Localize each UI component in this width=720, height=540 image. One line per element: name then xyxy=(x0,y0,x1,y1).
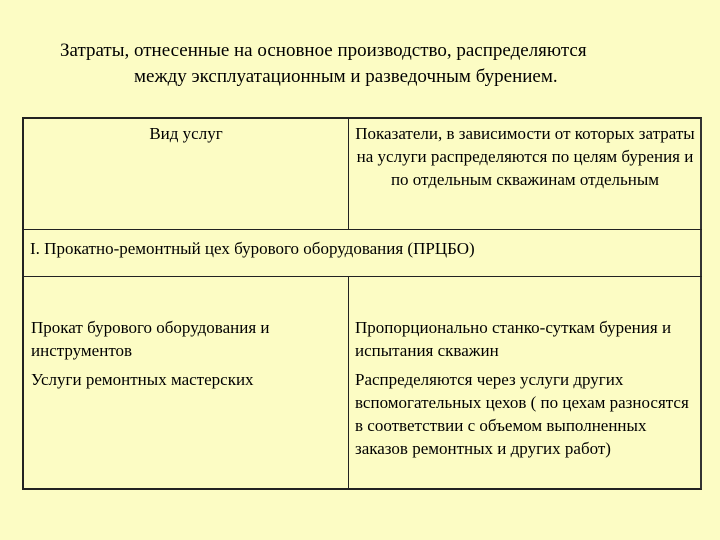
service-item-rental: Прокат бурового оборудования и инструментов xyxy=(31,318,270,360)
body-indicator-list xyxy=(355,316,695,460)
slide-title-line-1: Затраты, отнесенные на основное производство, распределяются xyxy=(60,40,587,61)
service-item-repair: Услуги ремонтных мастерских xyxy=(31,370,254,389)
indicator-item-rental: Пропорционально станко-суткам бурения и испытания скважин xyxy=(355,318,672,360)
table-divider-body xyxy=(348,276,349,490)
indicator-item-repair: Распределяются через услуги других вспомогательных цехов ( по цехам разносятся в соответствии с объемом выполненных заказов ремонтных и других работ) xyxy=(355,370,689,458)
header-service-type: Вид услуг xyxy=(149,124,223,143)
slide-title xyxy=(40,38,700,90)
body-service-list xyxy=(31,316,343,391)
section-row-prcbo: I. Прокатно-ремонтный цех бурового оборудования (ПРЦБО) xyxy=(30,239,475,258)
table-rule-header xyxy=(22,229,702,230)
header-indicators: Показатели, в зависимости от которых затраты на услуги распределяются по целям бурения и по отдельным скважинам отдельным xyxy=(355,124,695,189)
slide-title-line-2: между эксплуатационным и разведочным бурением. xyxy=(134,66,558,87)
table-rule-section xyxy=(22,276,702,277)
